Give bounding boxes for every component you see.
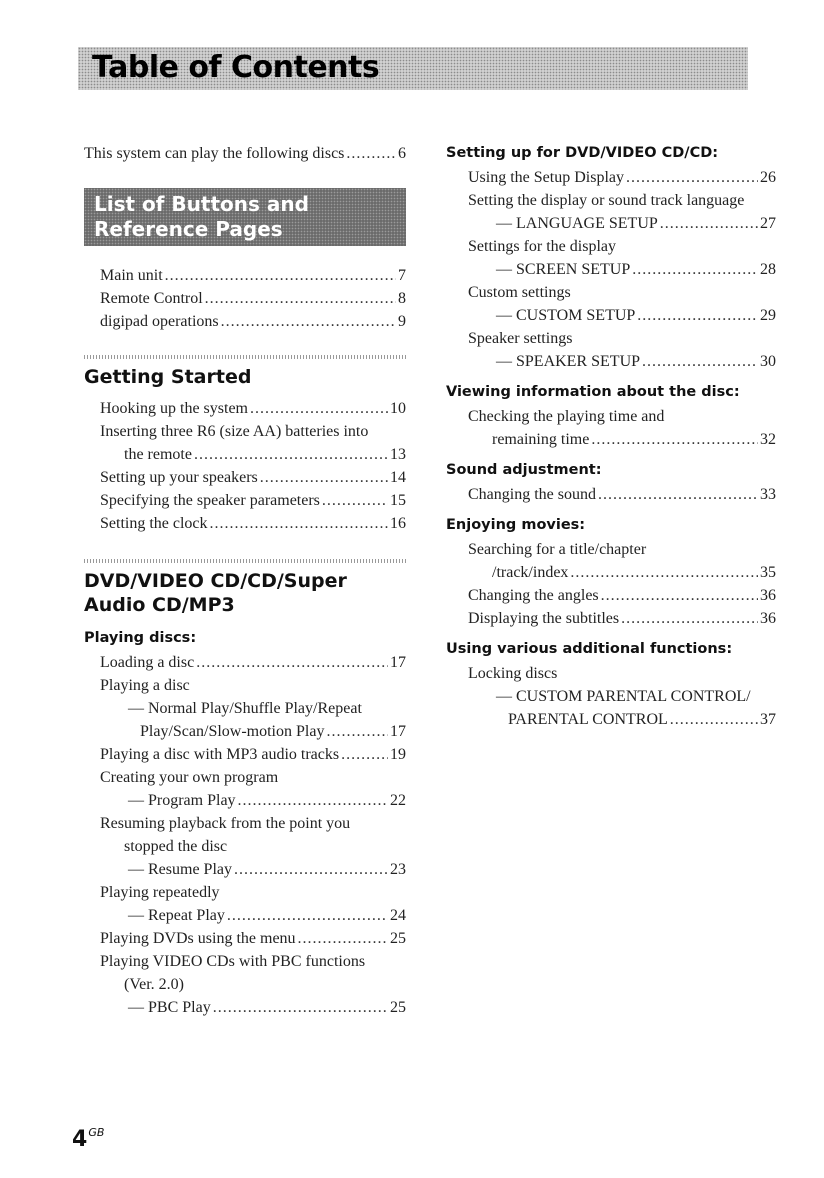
toc-entry[interactable]: [100, 766, 406, 812]
leader-dots: [598, 483, 758, 506]
entry-page: 19: [390, 746, 406, 763]
entry-page: 22: [390, 792, 406, 809]
entry-page: 30: [760, 353, 776, 370]
entry-text: — Resume Play: [128, 861, 232, 878]
entry-text: Playing a disc with MP3 audio tracks: [100, 746, 340, 763]
entry-text: — LANGUAGE SETUP: [496, 215, 658, 232]
entry-text: — Normal Play/Shuffle Play/Repeat: [128, 700, 362, 717]
section-divider: [84, 355, 406, 359]
entry-page: 17: [390, 654, 406, 671]
subsection-heading-viewing: Viewing information about the disc:: [446, 384, 740, 400]
toc-entry[interactable]: [100, 927, 406, 950]
subsection-heading-setup: Setting up for DVD/VIDEO CD/CD:: [446, 145, 719, 161]
toc-entry[interactable]: [468, 235, 776, 281]
leader-dots: [642, 350, 758, 373]
toc-entry[interactable]: [468, 607, 776, 630]
entry-text: Creating your own program: [100, 769, 279, 786]
entry-text: Changing the angles: [468, 587, 599, 604]
toc-entry[interactable]: [100, 310, 406, 333]
entry-text: — Repeat Play: [128, 907, 225, 924]
entry-text: Setting the display or sound track language: [468, 192, 745, 209]
leader-dots: [322, 489, 388, 512]
entry-page: 24: [390, 907, 406, 924]
toc-entry[interactable]: [468, 662, 776, 731]
section-heading-dvd: [84, 569, 406, 617]
leader-dots: [326, 720, 388, 743]
entry-text: Setting the clock: [100, 515, 208, 532]
entry-page: 26: [760, 169, 776, 186]
entry-page: 9: [398, 313, 406, 330]
entry-text: Remote Control: [100, 290, 203, 307]
entry-text: Checking the playing time and: [468, 408, 665, 425]
toc-entry-discs[interactable]: [84, 142, 406, 165]
entry-text: — SPEAKER SETUP: [496, 353, 641, 370]
leader-dots: [210, 512, 388, 535]
section-heading-getting-started: Getting Started: [84, 366, 252, 388]
entry-text: Hooking up the system: [100, 400, 248, 417]
page-title: Table of Contents: [92, 50, 380, 85]
toc-entry[interactable]: [100, 812, 406, 881]
entry-page: 13: [390, 446, 406, 463]
toc-entry[interactable]: [100, 512, 406, 535]
toc-entry[interactable]: [468, 189, 776, 235]
leader-dots: [165, 264, 396, 287]
heading-line: DVD/VIDEO CD/CD/Super: [84, 570, 347, 592]
header-banner: [78, 47, 748, 90]
subsection-heading-movies: Enjoying movies:: [446, 517, 586, 533]
toc-entry[interactable]: [468, 166, 776, 189]
toc-entry[interactable]: [100, 420, 406, 466]
entry-text: (Ver. 2.0): [124, 976, 184, 993]
entry-text: Displaying the subtitles: [468, 610, 620, 627]
leader-dots: [234, 858, 388, 881]
entry-page: 17: [390, 723, 406, 740]
leader-dots: [250, 397, 388, 420]
entry-text: — Program Play: [128, 792, 236, 809]
entry-page: 33: [760, 486, 776, 503]
subsection-heading-playing-discs: Playing discs:: [84, 630, 197, 646]
entry-text: Playing VIDEO CDs with PBC functions: [100, 953, 366, 970]
page-number-suffix: GB: [88, 1126, 105, 1139]
entry-text: Using the Setup Display: [468, 169, 624, 186]
subsection-heading-sound: Sound adjustment:: [446, 462, 602, 478]
toc-entry[interactable]: [100, 674, 406, 743]
leader-dots: [591, 428, 758, 451]
entry-text: PARENTAL CONTROL: [508, 711, 668, 728]
entry-text: This system can play the following discs: [84, 145, 345, 162]
entry-text: Settings for the display: [468, 238, 616, 255]
subsection-heading-functions: Using various additional functions:: [446, 641, 733, 657]
toc-entry[interactable]: [468, 483, 776, 506]
entry-text: Changing the sound: [468, 486, 596, 503]
leader-dots: [298, 927, 388, 950]
entry-page: 25: [390, 999, 406, 1016]
leader-dots: [632, 258, 758, 281]
toc-entry[interactable]: [100, 264, 406, 287]
entry-text: Locking discs: [468, 665, 558, 682]
entry-text: — CUSTOM PARENTAL CONTROL/: [496, 688, 751, 705]
entry-text: Play/Scan/Slow-motion Play: [140, 723, 325, 740]
leader-dots: [341, 743, 388, 766]
entry-page: 27: [760, 215, 776, 232]
entry-page: 29: [760, 307, 776, 324]
entry-text: Setting up your speakers: [100, 469, 258, 486]
box-heading-line: Reference Pages: [94, 217, 283, 241]
entry-page: 37: [760, 711, 776, 728]
entry-text: Playing a disc: [100, 677, 190, 694]
leader-dots: [621, 607, 758, 630]
entry-page: 16: [390, 515, 406, 532]
entry-text: — PBC Play: [128, 999, 211, 1016]
leader-dots: [260, 466, 388, 489]
toc-entry[interactable]: [468, 281, 776, 327]
entry-text: Playing repeatedly: [100, 884, 220, 901]
entry-text: Speaker settings: [468, 330, 573, 347]
entry-text: Searching for a title/chapter: [468, 541, 647, 558]
entry-text: digipad operations: [100, 313, 219, 330]
page-number-value: 4: [72, 1127, 88, 1152]
entry-text: Inserting three R6 (size AA) batteries into: [100, 423, 369, 440]
entry-page: 36: [760, 610, 776, 627]
leader-dots: [570, 561, 758, 584]
leader-dots: [196, 651, 388, 674]
toc-entry[interactable]: [100, 881, 406, 927]
leader-dots: [238, 789, 388, 812]
toc-entry[interactable]: [468, 405, 776, 451]
toc-entry[interactable]: [468, 584, 776, 607]
entry-text: — CUSTOM SETUP: [496, 307, 636, 324]
leader-dots: [670, 708, 758, 731]
entry-page: 7: [398, 267, 406, 284]
leader-dots: [205, 287, 396, 310]
entry-text: Loading a disc: [100, 654, 195, 671]
toc-entry[interactable]: [100, 287, 406, 310]
leader-dots: [637, 304, 758, 327]
entry-page: 32: [760, 431, 776, 448]
entry-text: the remote: [124, 446, 192, 463]
entry-text: remaining time: [492, 431, 590, 448]
list-of-buttons-heading: [84, 188, 406, 246]
toc-entry[interactable]: [100, 397, 406, 420]
entry-text: /track/index: [492, 564, 569, 581]
page-number: [72, 1126, 104, 1152]
entry-page: 8: [398, 290, 406, 307]
toc-entry[interactable]: [100, 651, 406, 674]
entry-page: 14: [390, 469, 406, 486]
entry-page: 28: [760, 261, 776, 278]
box-heading-line: List of Buttons and: [94, 192, 309, 216]
right-column: [446, 142, 776, 731]
section-divider: [84, 559, 406, 563]
entry-text: — SCREEN SETUP: [496, 261, 631, 278]
left-column: [84, 142, 406, 1019]
entry-page: 35: [760, 564, 776, 581]
toc-entry[interactable]: [100, 950, 406, 1019]
toc-entry[interactable]: [468, 327, 776, 373]
heading-line: Audio CD/MP3: [84, 594, 235, 616]
toc-entry[interactable]: [100, 466, 406, 489]
leader-dots: [221, 310, 396, 333]
toc-entry[interactable]: [468, 538, 776, 584]
entry-page: 15: [390, 492, 406, 509]
leader-dots: [626, 166, 758, 189]
leader-dots: [194, 443, 388, 466]
entry-text: Custom settings: [468, 284, 571, 301]
entry-text: Playing DVDs using the menu: [100, 930, 296, 947]
toc-entry[interactable]: [100, 489, 406, 512]
entry-page: 10: [390, 400, 406, 417]
entry-page: 36: [760, 587, 776, 604]
leader-dots: [601, 584, 758, 607]
entry-text: Specifying the speaker parameters: [100, 492, 320, 509]
leader-dots: [660, 212, 758, 235]
entry-page: 6: [398, 145, 406, 162]
entry-text: stopped the disc: [124, 838, 228, 855]
entry-text: Main unit: [100, 267, 163, 284]
entry-page: 25: [390, 930, 406, 947]
entry-text: Resuming playback from the point you: [100, 815, 351, 832]
leader-dots: [346, 142, 396, 165]
leader-dots: [213, 996, 388, 1019]
entry-page: 23: [390, 861, 406, 878]
toc-entry[interactable]: [100, 743, 406, 766]
leader-dots: [227, 904, 388, 927]
